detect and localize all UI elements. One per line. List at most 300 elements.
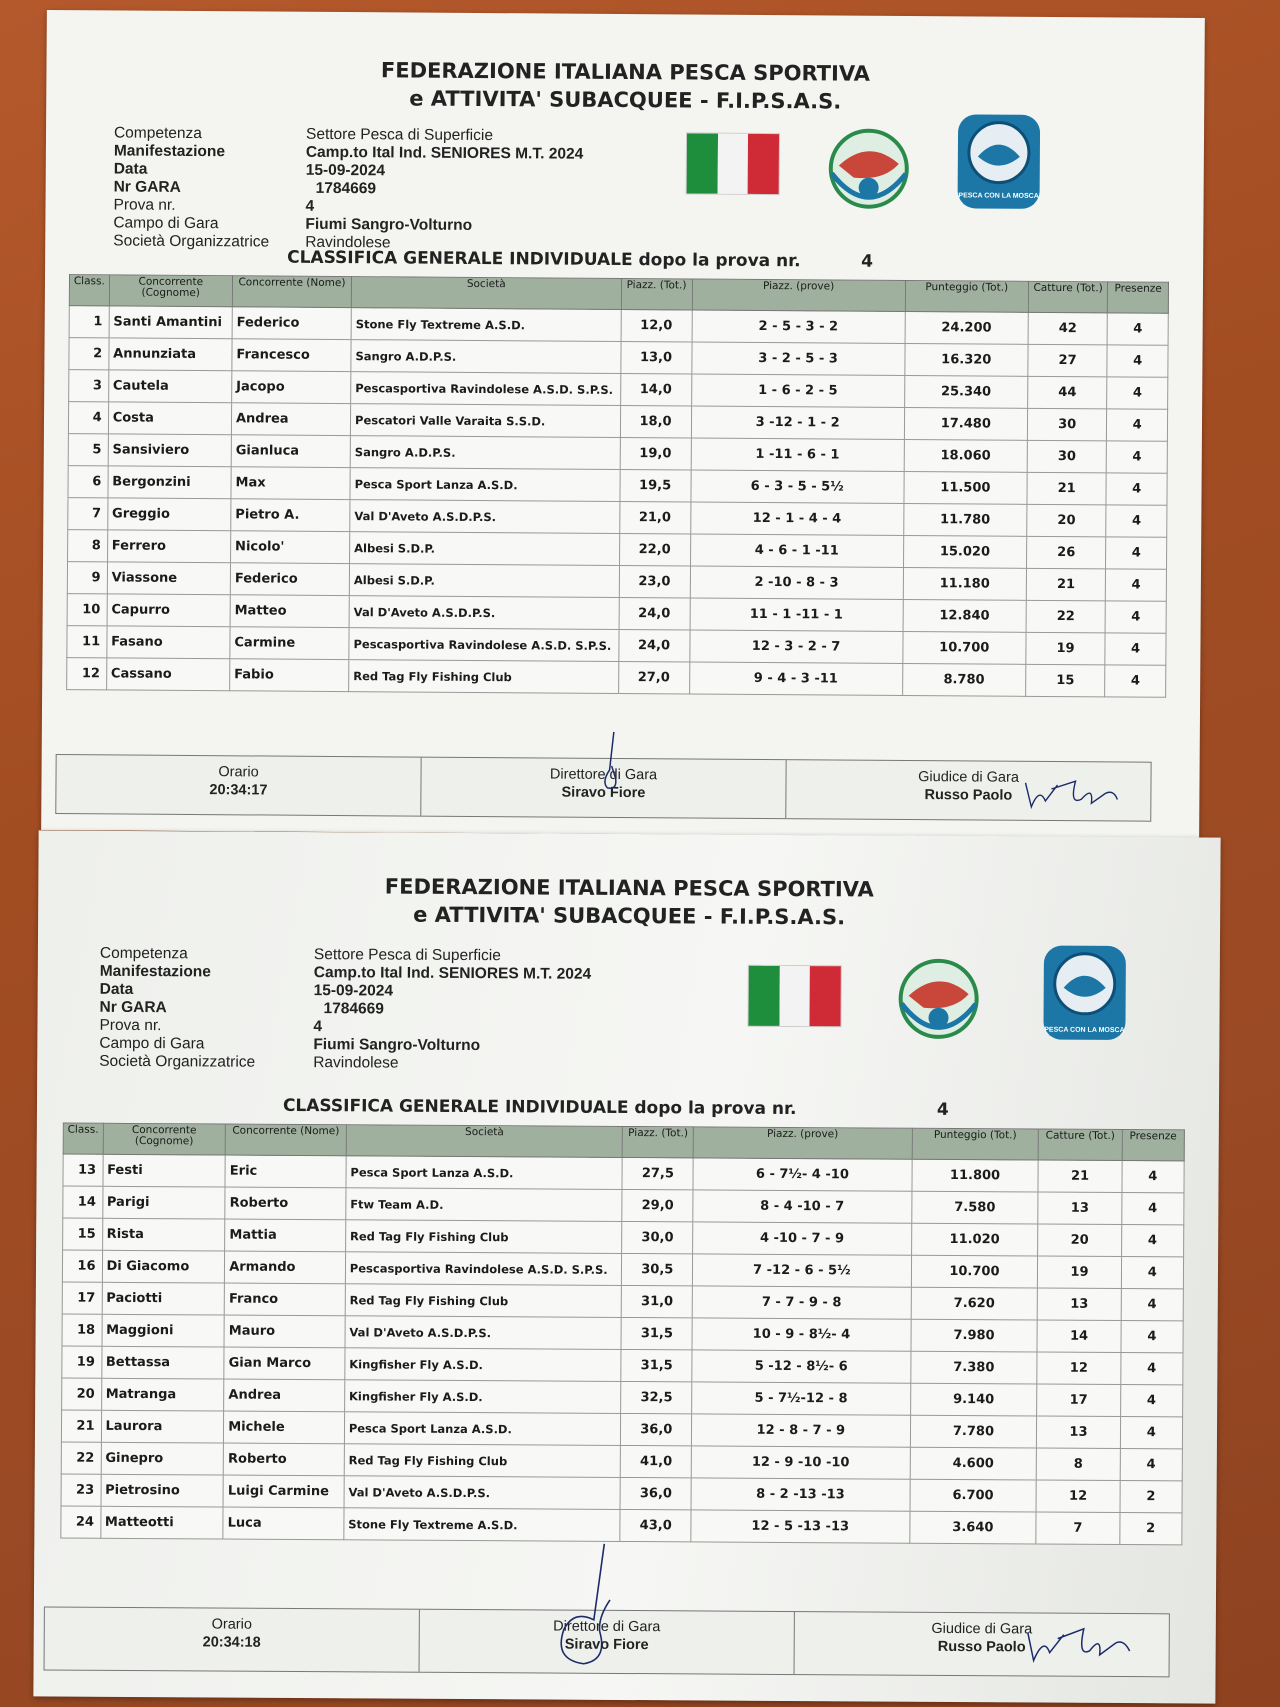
row-piazz-tot: 36,0 xyxy=(621,1413,692,1445)
label-campo: Campo di Gara xyxy=(99,1034,205,1053)
label-competenza: Competenza xyxy=(99,944,188,963)
row-piazz-prove: 12 - 8 - 7 - 9 xyxy=(692,1414,911,1447)
value-prova: 4 xyxy=(305,197,315,215)
row-class: 6 xyxy=(68,466,108,498)
row-class: 13 xyxy=(63,1154,103,1186)
row-class: 2 xyxy=(69,338,109,370)
federation-title-line1: FEDERAZIONE ITALIANA PESCA SPORTIVA xyxy=(384,874,874,902)
row-piazz-tot: 27,0 xyxy=(618,661,689,693)
row-class: 12 xyxy=(67,658,107,690)
value-prova: 4 xyxy=(313,1018,323,1036)
row-piazz-prove: 11 - 1 -11 - 1 xyxy=(690,598,903,631)
federation-title-line2: e ATTIVITA' SUBACQUEE - F.I.P.S.A.S. xyxy=(413,902,846,930)
row-cognome: Costa xyxy=(108,402,231,435)
row-punteggio: 10.700 xyxy=(903,631,1026,664)
orario-label: Orario xyxy=(211,1616,252,1633)
label-competenza: Competenza xyxy=(113,124,202,143)
row-piazz-tot: 19,0 xyxy=(620,437,691,469)
row-societa: Sangro A.D.P.S. xyxy=(351,340,621,374)
row-cognome: Matranga xyxy=(101,1378,224,1411)
row-punteggio: 17.480 xyxy=(904,407,1027,440)
italian-flag xyxy=(686,132,780,195)
row-piazz-tot: 30,5 xyxy=(622,1253,693,1285)
col-presenze: Presenze xyxy=(1108,282,1169,313)
row-piazz-prove: 3 -12 - 1 - 2 xyxy=(691,406,904,439)
classifica-round: 4 xyxy=(936,1099,949,1120)
row-piazz-prove: 1 - 6 - 2 - 5 xyxy=(691,374,904,407)
row-piazz-tot: 41,0 xyxy=(621,1445,692,1477)
row-piazz-prove: 2 - 5 - 3 - 2 xyxy=(692,310,905,343)
row-class: 20 xyxy=(62,1378,102,1410)
row-class: 23 xyxy=(61,1474,101,1506)
row-nome: Gian Marco xyxy=(224,1347,345,1380)
row-catture: 17 xyxy=(1037,1384,1120,1417)
row-presenze: 4 xyxy=(1120,1385,1183,1417)
row-piazz-prove: 6 - 7½- 4 -10 xyxy=(693,1158,912,1191)
row-catture: 21 xyxy=(1038,1160,1121,1193)
row-nome: Eric xyxy=(225,1155,346,1188)
row-class: 18 xyxy=(62,1314,102,1346)
row-presenze: 4 xyxy=(1107,441,1168,473)
kingfisher-logo-icon xyxy=(893,954,984,1045)
row-piazz-prove: 2 -10 - 8 - 3 xyxy=(690,566,903,599)
sheet-footer xyxy=(55,754,1151,822)
row-societa: Pesca Sport Lanza A.S.D. xyxy=(350,468,620,502)
footer-orario xyxy=(45,1607,420,1671)
row-presenze: 4 xyxy=(1121,1193,1184,1225)
row-class: 10 xyxy=(67,594,107,626)
row-catture: 19 xyxy=(1026,632,1106,665)
row-presenze: 4 xyxy=(1105,601,1166,633)
row-presenze: 4 xyxy=(1105,633,1166,665)
table-row xyxy=(67,658,1166,698)
row-nome: Jacopo xyxy=(232,371,351,404)
giudice-value: Russo Paolo xyxy=(937,1638,1026,1656)
row-cognome: Cautela xyxy=(108,370,231,403)
row-nome: Armando xyxy=(225,1251,346,1284)
row-class: 19 xyxy=(62,1346,102,1378)
col-class: Class. xyxy=(69,275,109,306)
row-societa: Pesca Sport Lanza A.S.D. xyxy=(344,1412,621,1446)
col-cognome: Concorrente (Cognome) xyxy=(109,275,232,307)
row-class: 15 xyxy=(63,1218,103,1250)
row-piazz-tot: 13,0 xyxy=(620,341,691,373)
row-class: 3 xyxy=(69,370,109,402)
direttore-label: Direttore di Gara xyxy=(553,1618,661,1636)
row-catture: 20 xyxy=(1027,504,1107,537)
label-nr-gara: Nr GARA xyxy=(113,178,181,196)
ranking-table xyxy=(66,274,1169,698)
ranking-table xyxy=(60,1123,1185,1546)
row-catture: 13 xyxy=(1037,1416,1120,1449)
results-sheet-1 xyxy=(41,10,1205,838)
col-catture: Catture (Tot.) xyxy=(1028,281,1108,313)
row-nome: Mauro xyxy=(224,1315,345,1348)
row-societa: Pescasportiva Ravindolese A.S.D. S.P.S. xyxy=(345,1252,622,1286)
row-catture: 30 xyxy=(1027,440,1107,473)
row-nome: Pietro A. xyxy=(231,499,350,532)
row-punteggio: 7.580 xyxy=(911,1191,1038,1224)
row-punteggio: 11.180 xyxy=(903,567,1026,600)
value-data: 15-09-2024 xyxy=(313,982,394,1000)
row-class: 11 xyxy=(67,626,107,658)
row-punteggio: 7.380 xyxy=(910,1351,1037,1384)
row-punteggio: 11.020 xyxy=(911,1223,1038,1256)
row-piazz-tot: 23,0 xyxy=(619,565,690,597)
row-piazz-prove: 5 - 7½-12 - 8 xyxy=(692,1382,911,1415)
row-nome: Matteo xyxy=(230,595,349,628)
row-piazz-tot: 43,0 xyxy=(620,1509,691,1541)
value-campo: Fiumi Sangro-Volturno xyxy=(305,215,473,234)
row-societa: Ftw Team A.D. xyxy=(346,1188,623,1222)
row-nome: Luca xyxy=(223,1507,344,1540)
row-societa: Val D'Aveto A.S.D.P.S. xyxy=(344,1476,621,1510)
col-punteggio: Punteggio (Tot.) xyxy=(912,1128,1039,1160)
row-societa: Sangro A.D.P.S. xyxy=(350,436,620,470)
federation-title-line1: FEDERAZIONE ITALIANA PESCA SPORTIVA xyxy=(380,58,871,86)
row-presenze: 4 xyxy=(1107,313,1168,345)
row-piazz-tot: 32,5 xyxy=(621,1381,692,1413)
value-nr-gara: 1784669 xyxy=(323,1000,384,1018)
row-cognome: Laurora xyxy=(101,1410,224,1443)
info-values xyxy=(313,946,591,1074)
row-punteggio: 7.780 xyxy=(910,1415,1037,1448)
row-punteggio: 10.700 xyxy=(911,1255,1038,1288)
col-class: Class. xyxy=(63,1123,103,1154)
value-campo: Fiumi Sangro-Volturno xyxy=(313,1036,481,1055)
value-competenza: Settore Pesca di Superficie xyxy=(313,946,501,965)
row-piazz-tot: 29,0 xyxy=(622,1189,693,1221)
row-presenze: 2 xyxy=(1120,1481,1183,1513)
value-data: 15-09-2024 xyxy=(305,161,386,180)
row-presenze: 4 xyxy=(1121,1225,1184,1257)
row-class: 21 xyxy=(61,1410,101,1442)
row-nome: Franco xyxy=(224,1283,345,1316)
info-labels xyxy=(113,124,270,251)
value-manifestazione: Camp.to Ital Ind. SENIORES M.T. 2024 xyxy=(305,143,584,163)
direttore-value: Siravo Fiore xyxy=(564,1636,649,1654)
italian-flag xyxy=(747,965,841,1028)
row-punteggio: 11.780 xyxy=(903,503,1026,536)
row-presenze: 4 xyxy=(1120,1449,1183,1481)
row-catture: 44 xyxy=(1028,376,1108,409)
results-sheet-2 xyxy=(33,830,1220,1703)
row-nome: Mattia xyxy=(225,1219,346,1252)
row-catture: 13 xyxy=(1038,1288,1121,1321)
col-piazz-prove: Piazz. (prove) xyxy=(692,279,905,311)
row-class: 16 xyxy=(62,1250,102,1282)
row-punteggio: 4.600 xyxy=(910,1447,1037,1480)
row-piazz-prove: 3 - 2 - 5 - 3 xyxy=(691,342,904,375)
row-societa: Stone Fly Textreme A.S.D. xyxy=(351,308,621,342)
row-punteggio: 24.200 xyxy=(905,311,1028,344)
row-piazz-prove: 7 - 7 - 9 - 8 xyxy=(692,1286,911,1319)
row-nome: Federico xyxy=(230,563,349,596)
row-cognome: Annunziata xyxy=(109,338,232,371)
label-societa: Società Organizzatrice xyxy=(99,1052,256,1071)
row-punteggio: 11.500 xyxy=(904,471,1027,504)
fly-fishing-logo-caption: PESCA CON LA MOSCA xyxy=(1044,1026,1125,1035)
label-data: Data xyxy=(113,160,148,178)
row-catture: 30 xyxy=(1027,408,1107,441)
row-piazz-tot: 22,0 xyxy=(619,533,690,565)
row-nome: Gianluca xyxy=(231,435,350,468)
row-catture: 13 xyxy=(1038,1192,1121,1225)
row-piazz-prove: 8 - 4 -10 - 7 xyxy=(693,1190,912,1223)
row-societa: Pescasportiva Ravindolese A.S.D. S.P.S. xyxy=(349,628,619,662)
footer-orario xyxy=(56,755,421,816)
info-labels xyxy=(99,945,256,1072)
row-presenze: 4 xyxy=(1120,1353,1183,1385)
value-societa: Ravindolese xyxy=(305,233,391,252)
row-catture: 19 xyxy=(1038,1256,1121,1289)
row-cognome: Capurro xyxy=(107,594,230,627)
table-row xyxy=(61,1506,1182,1545)
row-class: 9 xyxy=(67,562,107,594)
row-piazz-prove: 4 - 6 - 1 -11 xyxy=(690,534,903,567)
federation-title-line2: e ATTIVITA' SUBACQUEE - F.I.P.S.A.S. xyxy=(409,86,842,114)
row-punteggio: 3.640 xyxy=(909,1511,1036,1544)
row-presenze: 4 xyxy=(1120,1417,1183,1449)
footer-giudice xyxy=(795,1612,1169,1676)
kingfisher-logo-icon xyxy=(823,125,914,212)
row-class: 4 xyxy=(68,402,108,434)
row-nome: Michele xyxy=(224,1411,345,1444)
label-prova: Prova nr. xyxy=(99,1016,162,1035)
orario-value: 20:34:18 xyxy=(202,1634,261,1651)
row-presenze: 4 xyxy=(1107,345,1168,377)
row-societa: Val D'Aveto A.S.D.P.S. xyxy=(349,596,619,630)
row-piazz-prove: 7 -12 - 6 - 5½ xyxy=(693,1254,912,1287)
row-nome: Francesco xyxy=(232,339,351,372)
row-piazz-tot: 18,0 xyxy=(620,405,691,437)
row-catture: 22 xyxy=(1026,600,1106,633)
row-societa: Red Tag Fly Fishing Club xyxy=(344,1444,621,1478)
footer-direttore xyxy=(420,1610,795,1674)
row-piazz-prove: 12 - 3 - 2 - 7 xyxy=(689,630,902,663)
row-class: 17 xyxy=(62,1282,102,1314)
col-cognome: Concorrente (Cognome) xyxy=(103,1123,226,1155)
row-catture: 42 xyxy=(1028,312,1108,345)
row-piazz-tot: 21,0 xyxy=(619,501,690,533)
row-societa: Kingfisher Fly A.S.D. xyxy=(345,1348,622,1382)
row-cognome: Paciotti xyxy=(102,1282,225,1315)
row-piazz-prove: 1 -11 - 6 - 1 xyxy=(691,438,904,471)
row-class: 5 xyxy=(68,434,108,466)
giudice-value: Russo Paolo xyxy=(924,787,1013,804)
row-piazz-prove: 6 - 3 - 5 - 5½ xyxy=(691,470,904,503)
row-piazz-tot: 14,0 xyxy=(620,373,691,405)
row-nome: Roberto xyxy=(225,1187,346,1220)
row-nome: Fabio xyxy=(230,659,349,692)
row-nome: Andrea xyxy=(224,1379,345,1412)
row-piazz-prove: 4 -10 - 7 - 9 xyxy=(693,1222,912,1255)
row-piazz-tot: 12,0 xyxy=(621,309,692,341)
info-values xyxy=(305,126,583,254)
row-societa: Pescatori Valle Varaita S.S.D. xyxy=(350,404,620,438)
row-piazz-tot: 19,5 xyxy=(620,469,691,501)
row-class: 8 xyxy=(68,530,108,562)
row-presenze: 4 xyxy=(1106,537,1167,569)
row-catture: 21 xyxy=(1026,568,1106,601)
row-cognome: Sansiviero xyxy=(108,434,231,467)
row-nome: Carmine xyxy=(230,627,349,660)
row-class: 7 xyxy=(68,498,108,530)
row-cognome: Fasano xyxy=(107,626,230,659)
footer-giudice xyxy=(786,760,1150,821)
row-cognome: Santi Amantini xyxy=(109,306,232,339)
row-catture: 14 xyxy=(1037,1320,1120,1353)
row-piazz-prove: 9 - 4 - 3 -11 xyxy=(689,662,902,695)
row-catture: 27 xyxy=(1028,344,1108,377)
col-punteggio: Punteggio (Tot.) xyxy=(905,280,1028,312)
direttore-value: Siravo Fiore xyxy=(561,784,646,802)
federation-title xyxy=(46,54,1204,118)
row-societa: Red Tag Fly Fishing Club xyxy=(349,660,619,694)
row-nome: Luigi Carmine xyxy=(223,1475,344,1508)
row-cognome: Maggioni xyxy=(102,1314,225,1347)
row-presenze: 2 xyxy=(1119,1513,1182,1545)
row-punteggio: 12.840 xyxy=(903,599,1026,632)
row-catture: 12 xyxy=(1036,1480,1119,1513)
row-punteggio: 7.620 xyxy=(911,1287,1038,1320)
row-cognome: Festi xyxy=(102,1154,225,1187)
row-presenze: 4 xyxy=(1106,473,1167,505)
row-punteggio: 18.060 xyxy=(904,439,1027,472)
label-nr-gara: Nr GARA xyxy=(99,998,167,1017)
row-punteggio: 25.340 xyxy=(904,375,1027,408)
col-nome: Concorrente (Nome) xyxy=(232,276,351,308)
label-data: Data xyxy=(99,980,134,998)
row-cognome: Cassano xyxy=(106,658,229,691)
row-piazz-tot: 24,0 xyxy=(619,597,690,629)
row-piazz-prove: 10 - 9 - 8½- 4 xyxy=(692,1318,911,1351)
row-piazz-tot: 30,0 xyxy=(622,1221,693,1253)
label-manifestazione: Manifestazione xyxy=(113,142,226,161)
row-class: 1 xyxy=(69,306,109,338)
col-societa: Società xyxy=(346,1125,623,1158)
row-piazz-tot: 31,0 xyxy=(622,1285,693,1317)
row-piazz-prove: 5 -12 - 8½- 6 xyxy=(692,1350,911,1383)
row-societa: Albesi S.D.P. xyxy=(350,532,620,566)
col-nome: Concorrente (Nome) xyxy=(225,1124,346,1156)
row-cognome: Bettassa xyxy=(101,1346,224,1379)
row-presenze: 4 xyxy=(1122,1161,1185,1193)
col-piazz-tot: Piazz. (Tot.) xyxy=(623,1126,694,1157)
row-nome: Max xyxy=(231,467,350,500)
row-punteggio: 15.020 xyxy=(903,535,1026,568)
row-piazz-tot: 27,5 xyxy=(622,1157,693,1189)
row-presenze: 4 xyxy=(1121,1257,1184,1289)
row-societa: Stone Fly Textreme A.S.D. xyxy=(344,1508,621,1542)
row-nome: Federico xyxy=(232,307,351,340)
col-piazz-prove: Piazz. (prove) xyxy=(693,1127,912,1159)
fly-fishing-logo-caption: PESCA CON LA MOSCA xyxy=(958,192,1039,200)
row-presenze: 4 xyxy=(1107,377,1168,409)
label-campo: Campo di Gara xyxy=(113,214,219,233)
row-cognome: Viassone xyxy=(107,562,230,595)
col-presenze: Presenze xyxy=(1122,1130,1185,1161)
orario-value: 20:34:17 xyxy=(209,782,268,799)
label-societa: Società Organizzatrice xyxy=(113,232,270,251)
row-piazz-prove: 8 - 2 -13 -13 xyxy=(691,1478,910,1511)
row-class: 14 xyxy=(63,1186,103,1218)
row-societa: Pescasportiva Ravindolese A.S.D. S.P.S. xyxy=(351,372,621,406)
row-societa: Red Tag Fly Fishing Club xyxy=(345,1220,622,1254)
classifica-title: CLASSIFICA GENERALE INDIVIDUALE dopo la prova nr. xyxy=(287,247,801,272)
value-societa: Ravindolese xyxy=(313,1054,399,1072)
row-societa: Kingfisher Fly A.S.D. xyxy=(344,1380,621,1414)
row-presenze: 4 xyxy=(1107,409,1168,441)
row-piazz-prove: 12 - 5 -13 -13 xyxy=(691,1510,910,1543)
row-catture: 15 xyxy=(1026,664,1106,697)
row-punteggio: 6.700 xyxy=(910,1479,1037,1512)
row-societa: Val D'Aveto A.S.D.P.S. xyxy=(350,500,620,534)
row-punteggio: 11.800 xyxy=(911,1159,1038,1192)
label-manifestazione: Manifestazione xyxy=(99,962,211,981)
row-presenze: 4 xyxy=(1105,665,1166,697)
row-catture: 7 xyxy=(1036,1512,1119,1545)
col-societa: Società xyxy=(351,277,621,310)
footer-direttore xyxy=(421,758,786,819)
row-cognome: Di Giacomo xyxy=(102,1250,225,1283)
federation-title xyxy=(38,870,1220,933)
row-piazz-tot: 36,0 xyxy=(620,1477,691,1509)
label-prova: Prova nr. xyxy=(113,196,176,214)
row-cognome: Bergonzini xyxy=(108,466,231,499)
row-cognome: Parigi xyxy=(102,1186,225,1219)
row-presenze: 4 xyxy=(1121,1321,1184,1353)
row-punteggio: 9.140 xyxy=(910,1383,1037,1416)
row-catture: 20 xyxy=(1038,1224,1121,1257)
row-class: 22 xyxy=(61,1442,101,1474)
row-cognome: Ferrero xyxy=(107,530,230,563)
row-presenze: 4 xyxy=(1121,1289,1184,1321)
row-cognome: Matteotti xyxy=(100,1506,223,1539)
row-piazz-prove: 12 - 9 -10 -10 xyxy=(691,1446,910,1479)
row-punteggio: 7.980 xyxy=(911,1319,1038,1352)
row-societa: Albesi S.D.P. xyxy=(349,564,619,598)
row-catture: 12 xyxy=(1037,1352,1120,1385)
col-piazz-tot: Piazz. (Tot.) xyxy=(621,278,692,309)
classifica-title: CLASSIFICA GENERALE INDIVIDUALE dopo la prova nr. xyxy=(282,1095,797,1120)
row-societa: Red Tag Fly Fishing Club xyxy=(345,1284,622,1318)
col-catture: Catture (Tot.) xyxy=(1039,1129,1122,1161)
row-nome: Nicolo' xyxy=(230,531,349,564)
row-piazz-tot: 24,0 xyxy=(618,629,689,661)
giudice-label: Giudice di Gara xyxy=(918,769,1019,786)
row-punteggio: 16.320 xyxy=(905,343,1028,376)
value-manifestazione: Camp.to Ital Ind. SENIORES M.T. 2024 xyxy=(313,964,592,983)
giudice-label: Giudice di Gara xyxy=(931,1620,1033,1638)
classifica-round: 4 xyxy=(861,251,874,272)
orario-label: Orario xyxy=(218,764,259,781)
row-presenze: 4 xyxy=(1106,569,1167,601)
row-punteggio: 8.780 xyxy=(902,663,1025,696)
value-competenza: Settore Pesca di Superficie xyxy=(305,125,494,145)
direttore-label: Direttore di Gara xyxy=(549,766,658,784)
row-catture: 21 xyxy=(1027,472,1107,505)
row-cognome: Greggio xyxy=(107,498,230,531)
row-societa: Pesca Sport Lanza A.S.D. xyxy=(346,1156,623,1190)
value-nr-gara: 1784669 xyxy=(315,179,377,198)
row-catture: 26 xyxy=(1026,536,1106,569)
row-cognome: Rista xyxy=(102,1218,225,1251)
row-class: 24 xyxy=(61,1506,101,1538)
row-piazz-tot: 31,5 xyxy=(621,1317,692,1349)
row-catture: 8 xyxy=(1037,1448,1120,1481)
sheet-footer xyxy=(44,1606,1170,1677)
